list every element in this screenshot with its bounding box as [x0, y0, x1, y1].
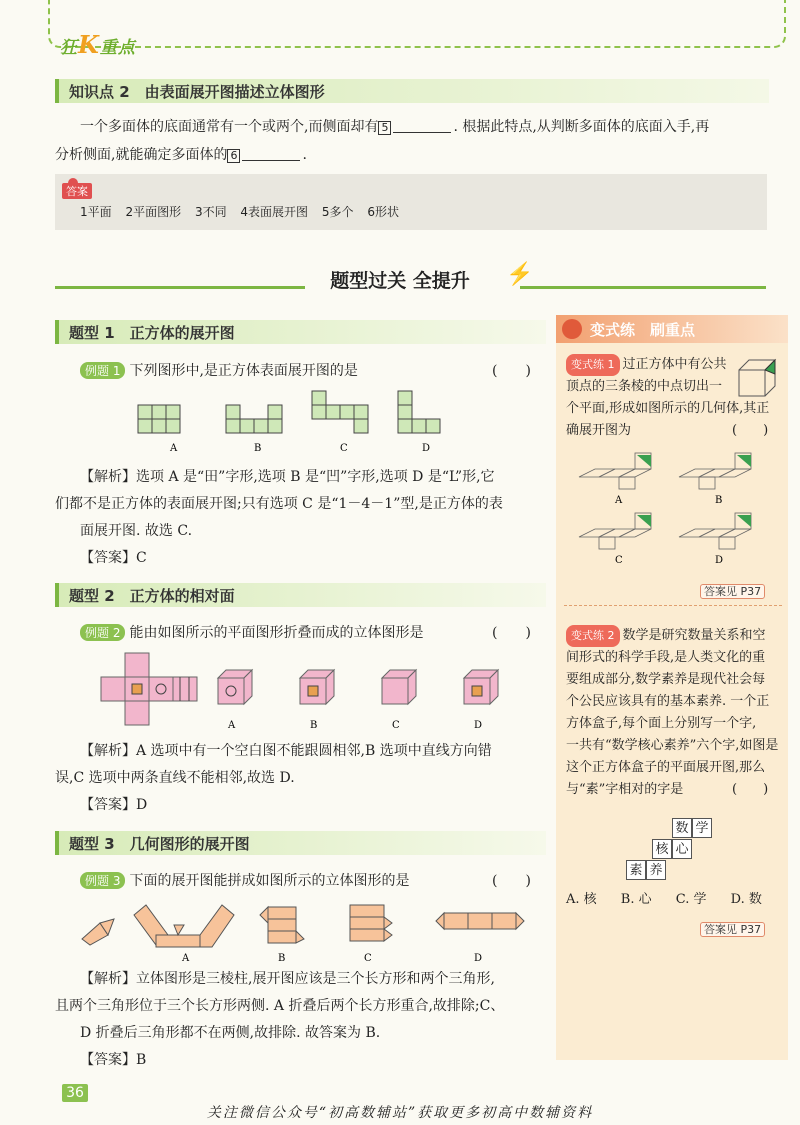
option-label: C: [615, 555, 623, 566]
net-cell: 核: [652, 839, 672, 859]
variant1-net-a: [579, 453, 651, 489]
blank-5-number: 5: [378, 121, 391, 135]
prism-option-a: [134, 905, 234, 947]
brand-logo: 狂K重点: [60, 30, 136, 59]
blank-6[interactable]: [242, 144, 300, 161]
variant1-ref[interactable]: 答案见 P37: [700, 580, 765, 599]
variant1-net-b: [679, 453, 751, 489]
sidebar-title: 变式练 刷重点: [590, 321, 696, 339]
variant1-net-c: [579, 513, 651, 549]
variant-tag: 变式练 1: [566, 354, 620, 376]
variant-tag: 变式练 2: [566, 625, 620, 647]
option-label: D: [715, 555, 724, 566]
type3-title: 题型 3 几何图形的展开图: [69, 835, 250, 853]
net-option-c: [312, 391, 368, 433]
variant1-cube-figure: [735, 356, 779, 400]
answer-item: 2平面图形: [125, 205, 182, 219]
option-label: B: [715, 495, 723, 506]
section-title: 题型过关 全提升: [330, 270, 470, 292]
answer-item: 5多个: [321, 205, 354, 219]
variant1-net-d: [679, 513, 751, 549]
choice-d[interactable]: D. 数: [730, 892, 762, 907]
type1-answer: 【答案】C: [80, 550, 147, 566]
option-label: B: [254, 443, 262, 454]
variant1-paren[interactable]: ( ): [732, 423, 769, 438]
answer-tag: 答案: [62, 183, 92, 199]
variant2-ref[interactable]: 答案见 P37: [700, 918, 765, 937]
type3-question: 例题 3 下面的展开图能拼成如图所示的立体图形的是: [80, 870, 409, 890]
answer-box: [55, 174, 767, 230]
option-label: A: [182, 953, 190, 964]
type1-solution: 【解析】选项 A 是“田”字形,选项 B 是“凹”字形,选项 D 是“L”形,它 们都不是正方体的表面展开图;只有选项 C 是“1－4－1”型,是正方体的表 面展开图. 故选 C. 【答案】C: [80, 464, 540, 572]
net-cell: 学: [692, 818, 712, 838]
net-cell: 养: [646, 860, 666, 880]
net-cell: 数: [672, 818, 692, 838]
page-number: 36: [62, 1084, 88, 1102]
type2-solution: 【解析】A 选项中有一个空白图不能跟圆相邻,B 选项中直线方向错 误,C 选项中两条直线不能相邻,故选 D. 【答案】D: [80, 738, 540, 819]
answer-list: [80, 203, 409, 220]
sidebar-divider: [564, 605, 782, 606]
net-option-b: [226, 405, 282, 433]
net-option-d: [398, 391, 440, 433]
type1-title-bar: [55, 320, 546, 344]
type2-cube-figure: [90, 648, 510, 738]
cube-option-c: [382, 670, 416, 704]
variant1-nets-figure: [575, 447, 780, 567]
example-tag: 例题 3: [80, 872, 125, 889]
prism-option-b: [260, 907, 304, 943]
answer-item: 1平面: [80, 205, 112, 219]
option-label: C: [340, 443, 348, 454]
type3-prism-figure: [78, 895, 528, 965]
option-label: D: [474, 953, 483, 964]
variant2-choices: [566, 889, 781, 911]
net-cell: 心: [672, 839, 692, 859]
type2-question: 例题 2 能由如图所示的平面图形折叠而成的立体图形是: [80, 622, 423, 642]
option-label: C: [392, 720, 400, 731]
choice-b[interactable]: B. 心: [620, 892, 652, 907]
type3-solution: 【解析】立体图形是三棱柱,展开图应该是三个长方形和两个三角形, 且两个三角形位于三个长方形两侧. A 折叠后两个长方形重合,故排除;C、 D 折叠后三角形都不在两侧,故排除. 故答案为 B. 【答案】B: [80, 966, 550, 1074]
answer-item: 4表面展开图: [240, 205, 309, 219]
prism-option-d: [436, 913, 524, 929]
option-label: D: [422, 443, 431, 454]
choice-a[interactable]: A. 核: [566, 892, 597, 907]
type1-title: 题型 1 正方体的展开图: [69, 324, 235, 342]
option-label: C: [364, 953, 372, 964]
example-tag: 例题 1: [80, 362, 125, 379]
header-frame: [48, 0, 786, 48]
variant2-net-figure: [626, 818, 726, 882]
option-label: A: [170, 443, 178, 454]
type1-paren[interactable]: ( ): [492, 363, 531, 379]
choice-c[interactable]: C. 学: [675, 892, 707, 907]
answer-item: 3不同: [194, 205, 227, 219]
variant1-text: 变式练 1 过正方体中有公共 顶点的三条棱的中点切出一 个平面,形成如图所示的几何体,其正 确展开图为 ( ): [566, 354, 781, 442]
option-label: D: [474, 720, 483, 731]
lightning-icon: ⚡: [506, 262, 534, 287]
kp2-line1: 一个多面体的底面通常有一个或两个,而侧面却有 5 . 根据此特点,从判断多面体的底面入手,再: [80, 114, 770, 140]
cube-option-a: [218, 670, 252, 704]
net-cell: 素: [626, 860, 646, 880]
net-option-a: [138, 405, 180, 433]
type3-paren[interactable]: ( ): [492, 873, 531, 889]
kp2-title-bar: [55, 79, 769, 103]
variant2-text: 变式练 2 数学是研究数量关系和空 间形式的科学手段,是人类文化的重 要组成部分,数学素养是现代社会每 个公民应该具有的基本素养. 一个正 方体盒子,每个面上分别写一个字, 一共有“数学核心素养”六个字,如图是 这个正方体盒子的平面展开图,那么 与“素”字相对的字是 ( ): [566, 625, 781, 801]
type2-answer: 【答案】D: [80, 797, 148, 813]
type2-title: 题型 2 正方体的相对面: [69, 587, 235, 605]
type2-paren[interactable]: ( ): [492, 625, 531, 641]
cube-option-d: [464, 670, 498, 704]
option-label: B: [278, 953, 286, 964]
type1-question: 例题 1 下列图形中,是正方体表面展开图的是: [80, 360, 358, 380]
type2-title-bar: [55, 583, 546, 607]
blank-6-number: 6: [227, 149, 240, 163]
sidebar-header: [556, 315, 788, 343]
kp2-line2: 分析侧面,就能确定多面体的 6 .: [55, 142, 765, 168]
option-label: A: [615, 495, 623, 506]
cube-option-b: [300, 670, 334, 704]
kp2-title: 知识点 2 由表面展开图描述立体图形: [69, 83, 325, 101]
footer-note: 关注微信公众号“初高数辅站”获取更多初高中数辅资料: [206, 1105, 594, 1121]
prism-model: [82, 919, 114, 945]
type1-nets-figure: [130, 385, 450, 455]
option-label: B: [310, 720, 318, 731]
example-tag: 例题 2: [80, 624, 125, 641]
option-label: A: [228, 720, 236, 731]
prism-option-c: [350, 905, 392, 941]
variant2-paren[interactable]: ( ): [732, 782, 769, 797]
answer-item: 6形状: [367, 205, 399, 219]
type3-title-bar: [55, 831, 546, 855]
practice-icon: [562, 319, 582, 339]
blank-5[interactable]: [393, 116, 451, 133]
type3-answer: 【答案】B: [80, 1052, 147, 1068]
